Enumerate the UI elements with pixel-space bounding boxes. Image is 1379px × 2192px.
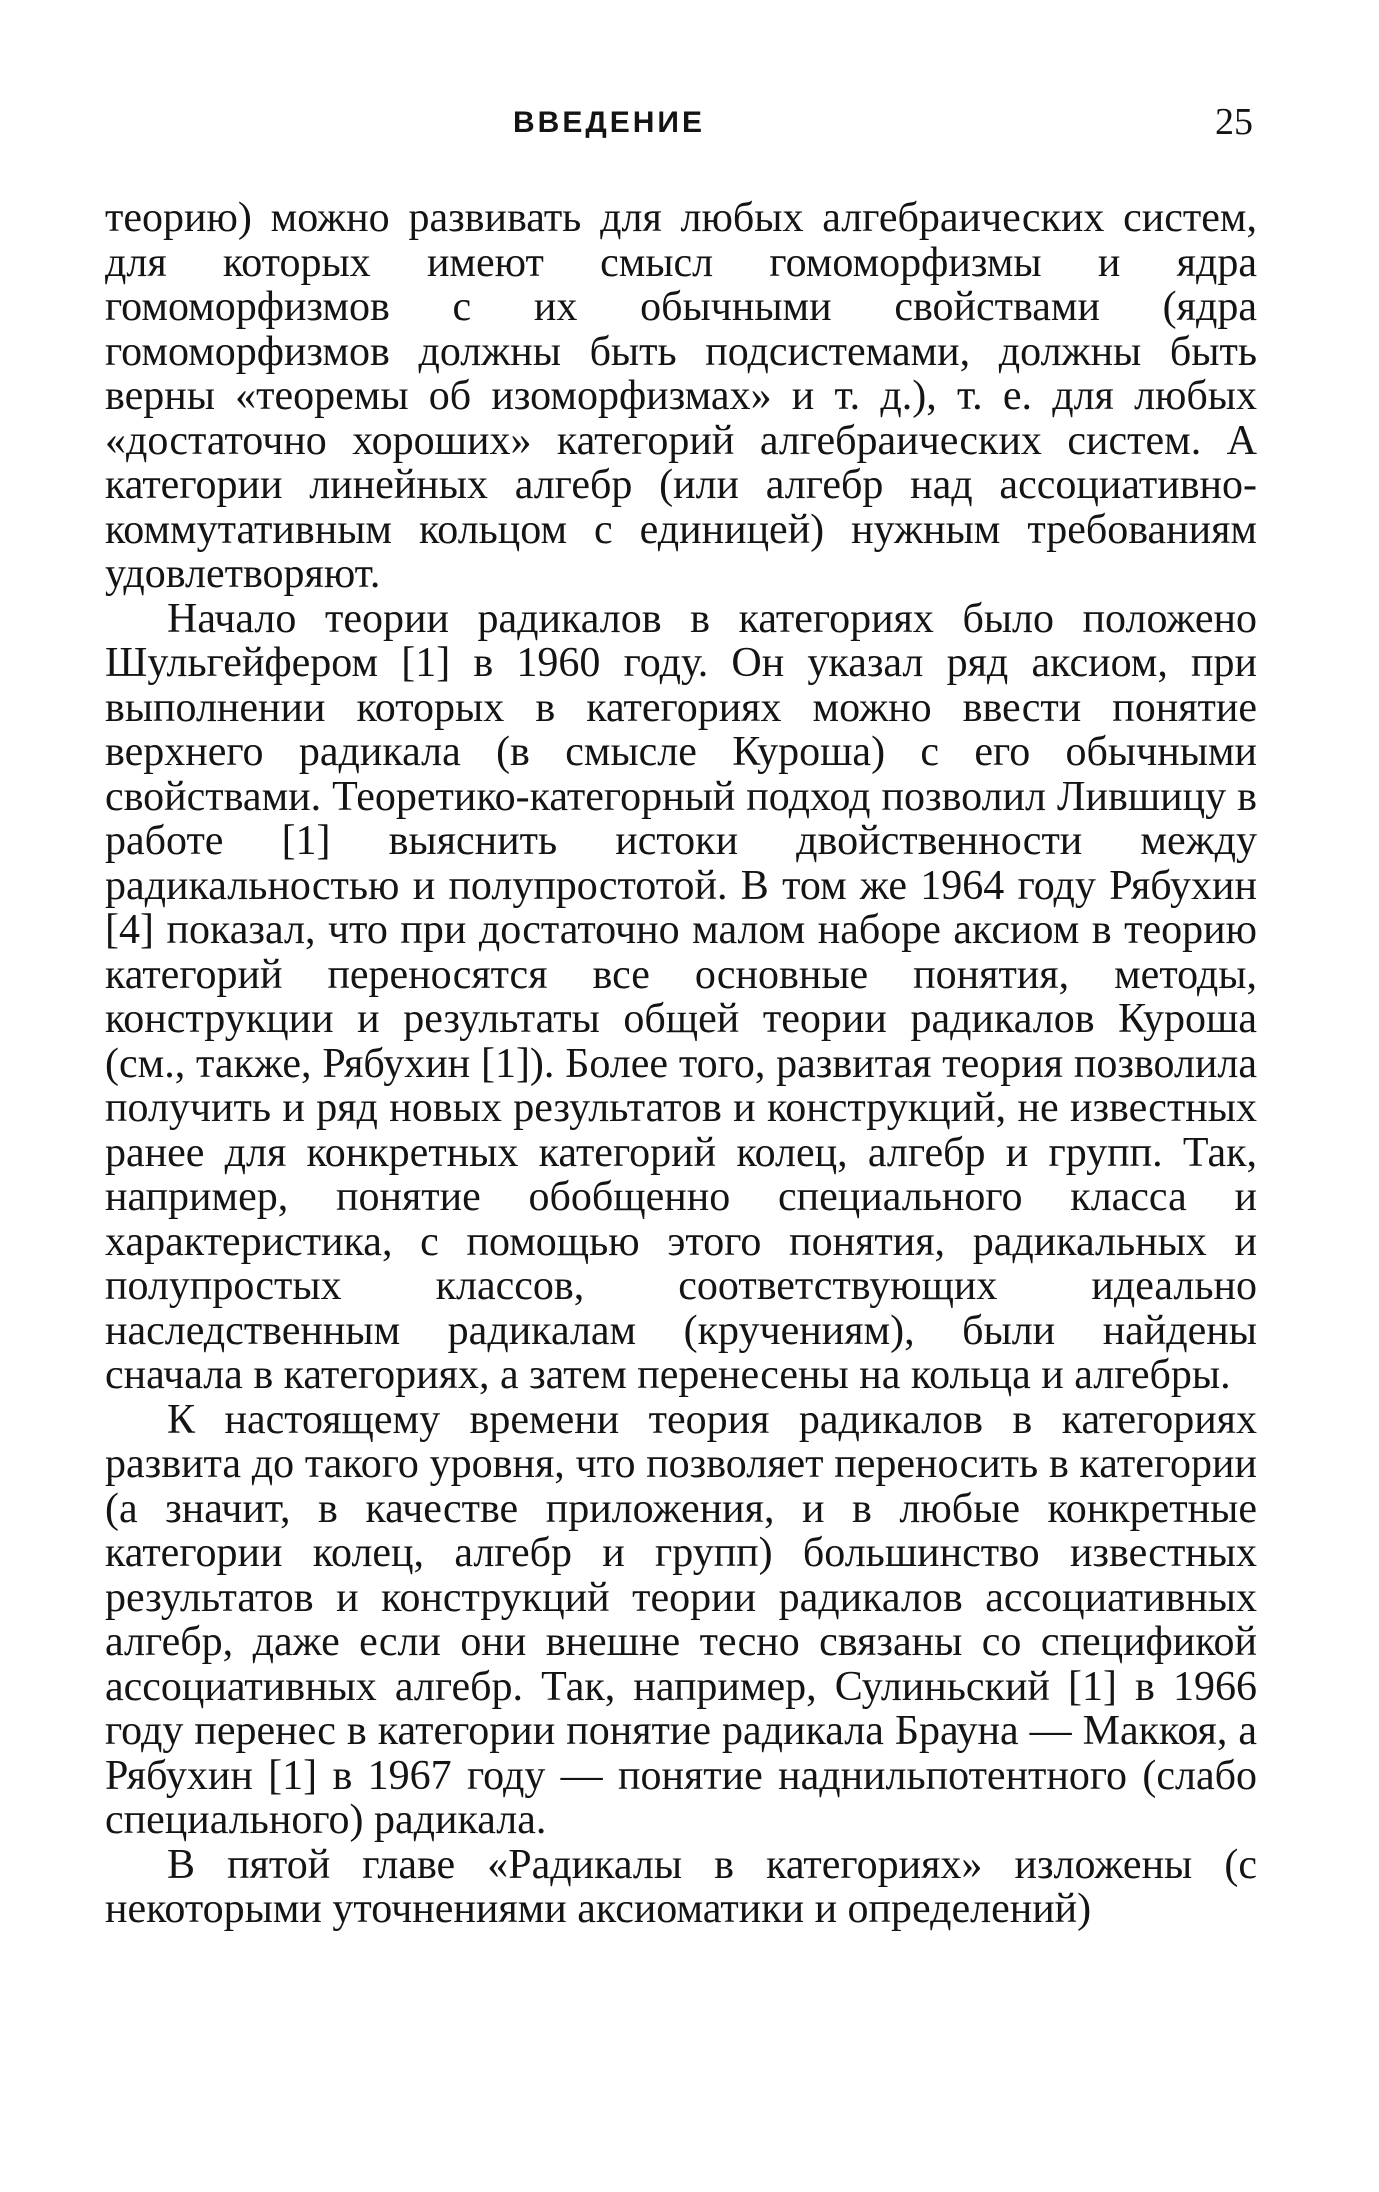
paragraph: К настоящему времени теория радикалов в категориях развита до такого уровня, что позволяет переносить в категории (а значит, в качестве приложения, и в любые конкретные категории колец, алгебр и групп) большинство известных результатов и конструкций теории радикалов ассоциативных алгебр, даже если они внешне тесно связаны со спецификой ассоциативных алгебр. Так, например, Сулиньский [1] в 1966 году перенес в категории понятие радикала Брауна — Маккоя, а Рябухин [1] в 1967 году — понятие наднильпотентного (слабо специального) радикала. — [105, 1396, 1257, 1843]
running-head — [100, 100, 1300, 160]
paragraph: В пятой главе «Радикалы в категориях» изложены (с некоторыми уточнениями аксиоматики и определений) — [105, 1841, 1257, 1932]
paragraph: теорию) можно развивать для любых алгебраических систем, для которых имеют смысл гомоморфизмы и ядра гомоморфизмов с их обычными свойствами (ядра гомоморфизмов должны быть подсистемами, должны быть верны «теоремы об изоморфизмах» и т. д.), т. е. для любых «достаточно хороших» категорий алгебраических систем. А категории линейных алгебр (или алгебр над ассоциативно-коммутативным кольцом с единицей) нужным требованиям удовлетворяют. — [105, 195, 1257, 597]
section-title: ВВЕДЕНИЕ — [513, 106, 705, 139]
body-text — [105, 196, 1257, 1932]
paragraph: Начало теории радикалов в категориях было положено Шульгейфером [1] в 1960 году. Он указал ряд аксиом, при выполнении которых в категориях можно ввести понятие верхнего радикала (в смысле Куроша) с его обычными свойствами. Теоретико-категорный подход позволил Лившицу в работе [1] выяснить истоки двойственности между радикальностью и полупростотой. В том же 1964 году Рябухин [4] показал, что при достаточно малом наборе аксиом в теорию категорий переносятся все основные понятия, методы, конструкции и результаты общей теории радикалов Куроша (см., также, Рябухин [1]). Более того, развитая теория позволила получить и ряд новых результатов и конструкций, не известных ранее для конкретных категорий колец, алгебр и групп. Так, например, понятие обобщенно специального класса и характеристика, с помощью этого понятия, радикальных и полупростых классов, соответствующих идеально наследственным радикалам (кручениям), были найдены сначала в категориях, а затем перенесены на кольца и алгебры. — [105, 595, 1257, 1398]
page-number: 25 — [1215, 101, 1253, 143]
